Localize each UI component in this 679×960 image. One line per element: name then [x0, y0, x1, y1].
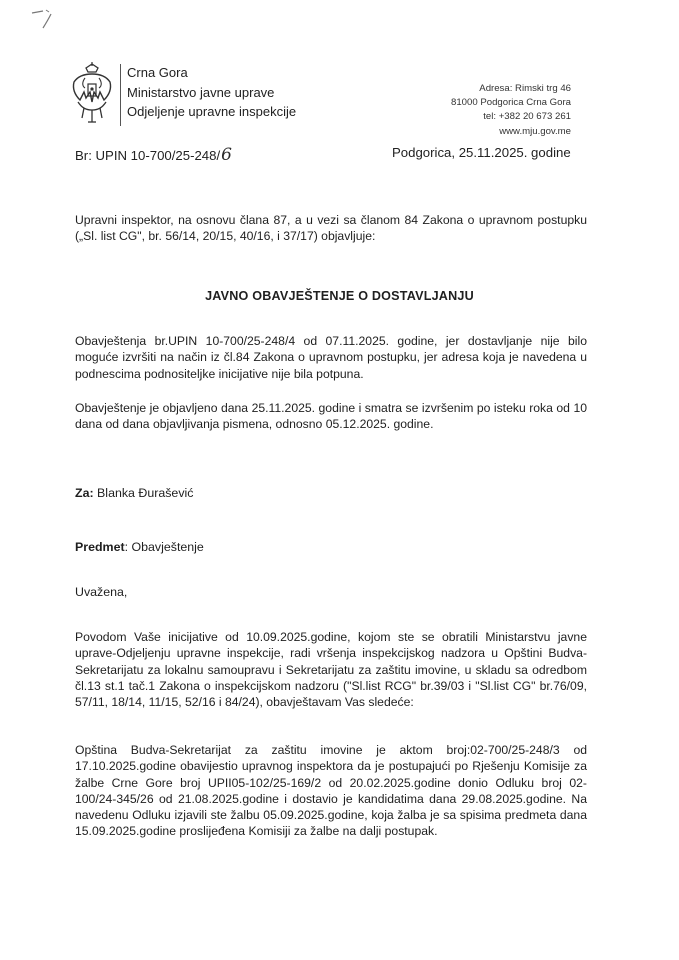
- contact-address: Adresa: Rimski trg 46: [479, 83, 571, 94]
- handwritten-mark: [30, 8, 64, 30]
- contact-website: www.mju.gov.me: [499, 125, 571, 137]
- org-line: Crna Gora: [127, 65, 188, 80]
- contact-phone: tel: +382 20 673 261: [483, 111, 571, 123]
- subject-line: [75, 540, 204, 554]
- contact-city: 81000 Podgorica Crna Gora: [451, 97, 571, 109]
- reference-number: [75, 145, 232, 165]
- org-line: Odjeljenje upravne inspekcije: [127, 104, 297, 119]
- recipient-name: Blanka Đurašević: [97, 486, 194, 500]
- body-paragraph-2: Opština Budva-Sekretarijat za zaštitu imovine je aktom broj:02-700/25-248/3 od 17.10.2025.godine obavijestio upravnog inspektora da je postupajući po Rješenju Komisije za žalbe Crne Gore broj UPII05-102/25-169/2 od 20.02.2025.godine donio Odluku broj 02-100/24-345/26 od 21.08.2025.godine i dostavio je kandidatima dana 29.08.2025.godine. Na navedenu Odluku izjavili ste žalbu 05.09.2025.godine, koja žalba je sa spisima predmeta dana 15.09.2025.godine proslijeđena Komisiji za žalbe na dalji postupak.: [75, 743, 587, 839]
- salutation: Uvažena,: [75, 585, 128, 599]
- body-paragraph-1: Povodom Vaše inicijative od 10.09.2025.godine, kojom ste se obratili Ministarstvu javne uprave-Odjeljenju upravne inspekcije, radi vršenja inspekcijskog nadzora u Opštini Budva-Sekretarijatu za lokalnu samoupravu i Sekretarijatu za zaštitu imovine, u skladu sa odredbom čl.13 st.1 tač.1 Zakona o inspekcijskom nadzoru ("Sl.list RCG" br.39/03 i "Sl.list CG" br.76/09, 57/11, 18/14, 11/15, 52/16 i 84/24), obavještavam Vas sledeće:: [75, 630, 587, 710]
- subject-label: Predmet: [75, 540, 125, 554]
- intro-paragraph: Upravni inspektor, na osnovu člana 87, a u vezi sa članom 84 Zakona o upravnom postupku („Sl. list CG", br. 56/14, 20/15, 40/16, i 37/17) objavljuje:: [75, 213, 587, 244]
- institution-name: [127, 63, 296, 122]
- subject-separator: :: [124, 540, 129, 554]
- org-line: Ministarstvo javne uprave: [127, 84, 275, 100]
- recipient-line: [75, 486, 193, 500]
- recipient-label: Za:: [75, 486, 94, 500]
- document-date: Podgorica, 25.11.2025. godine: [392, 145, 571, 160]
- handwritten-digit: 6: [221, 145, 232, 165]
- contact-block: [451, 82, 571, 139]
- document-title: JAVNO OBAVJEŠTENJE O DOSTAVLJANJU: [205, 289, 474, 303]
- notice-paragraph-2: Obavještenje je objavljeno dana 25.11.2025. godine i smatra se izvršenim po isteku roka od 10 dana od dana objavljivanja pismena, odnosno 05.12.2025. godine.: [75, 401, 587, 432]
- subject-value: Obavještenje: [131, 540, 204, 554]
- header-divider: [120, 64, 121, 126]
- reference-number-text: Br: UPIN 10-700/25-248/: [75, 148, 221, 163]
- coat-of-arms-icon: [70, 62, 114, 126]
- notice-paragraph-1: Obavještenja br.UPIN 10-700/25-248/4 od 07.11.2025. godine, jer dostavljanje nije bilo moguće izvršiti na način iz čl.84 Zakona o upravnom postupku, jer adresa koja je navedena u podnescima podnositeljke inicijative nije bila potpuna.: [75, 334, 587, 381]
